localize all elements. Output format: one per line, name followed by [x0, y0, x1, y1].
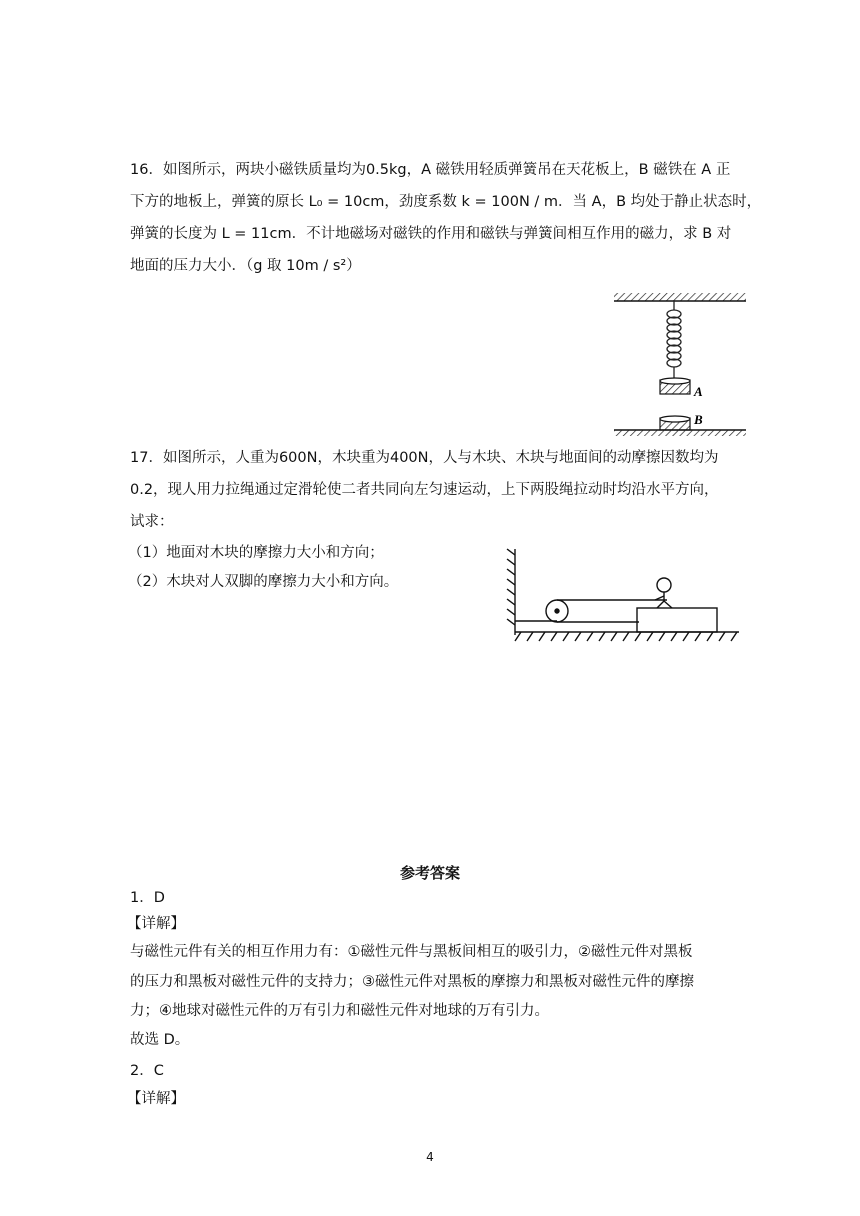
magnet-a [660, 378, 690, 394]
spring-magnet-figure [608, 288, 754, 440]
answer-1: 1．D [130, 890, 165, 906]
spring [667, 301, 681, 380]
q17-sub-1: （1）地面对木块的摩擦力大小和方向； [128, 545, 384, 561]
q16-line-1: 16．如图所示，两块小磁铁质量均为0.5kg，A 磁铁用轻质弹簧吊在天花板上，B 磁铁在 A 正 [130, 162, 731, 178]
answer-2: 2．C [130, 1063, 164, 1079]
detail-1-heading: 【详解】 [127, 916, 185, 932]
ceiling [614, 293, 746, 301]
label-b: B [694, 412, 703, 427]
answer-1-conclusion: 故选 D。 [130, 1032, 190, 1048]
floor [614, 430, 746, 436]
wooden-block [637, 608, 717, 632]
q16-line-2: 下方的地板上，弹簧的原长 L₀ = 10cm，劲度系数 k = 100N / m．当 A，B 均处于静止状态时， [130, 194, 762, 210]
answer-1-para-1: 与磁性元件有关的相互作用力有：①磁性元件与黑板间相互的吸引力，②磁性元件对黑板 [130, 944, 693, 960]
magnet-b [660, 416, 690, 430]
q17-line-3: 试求： [130, 514, 174, 530]
q17-sub-2: （2）木块对人双脚的摩擦力大小和方向。 [128, 574, 399, 590]
person-head [657, 578, 671, 592]
answer-1-para-3: 力；④地球对磁性元件的万有引力和磁性元件对地球的万有引力。 [130, 1003, 549, 1019]
q16-line-3: 弹簧的长度为 L = 11cm．不计地磁场对磁铁的作用和磁铁与弹簧间相互作用的磁力，求 B 对 [130, 226, 732, 242]
q17-line-2: 0.2，现人用力拉绳通过定滑轮使二者共同向左匀速运动，上下两股绳拉动时均沿水平方向， [130, 482, 719, 498]
answers-title: 参考答案 [399, 864, 460, 882]
pulley-figure [495, 545, 745, 649]
q16-line-4: 地面的压力大小．（g 取 10m / s²） [130, 258, 361, 274]
answer-1-para-2: 的压力和黑板对磁性元件的支持力；③磁性元件对黑板的摩擦力和黑板对磁性元件的摩擦 [130, 974, 694, 990]
q17-line-1: 17．如图所示，人重为600N，木块重为400N，人与木块、木块与地面间的动摩擦因数均为 [130, 450, 719, 466]
label-a: A [694, 384, 703, 399]
detail-2-heading: 【详解】 [127, 1091, 185, 1107]
page-number: 4 [426, 1150, 434, 1164]
